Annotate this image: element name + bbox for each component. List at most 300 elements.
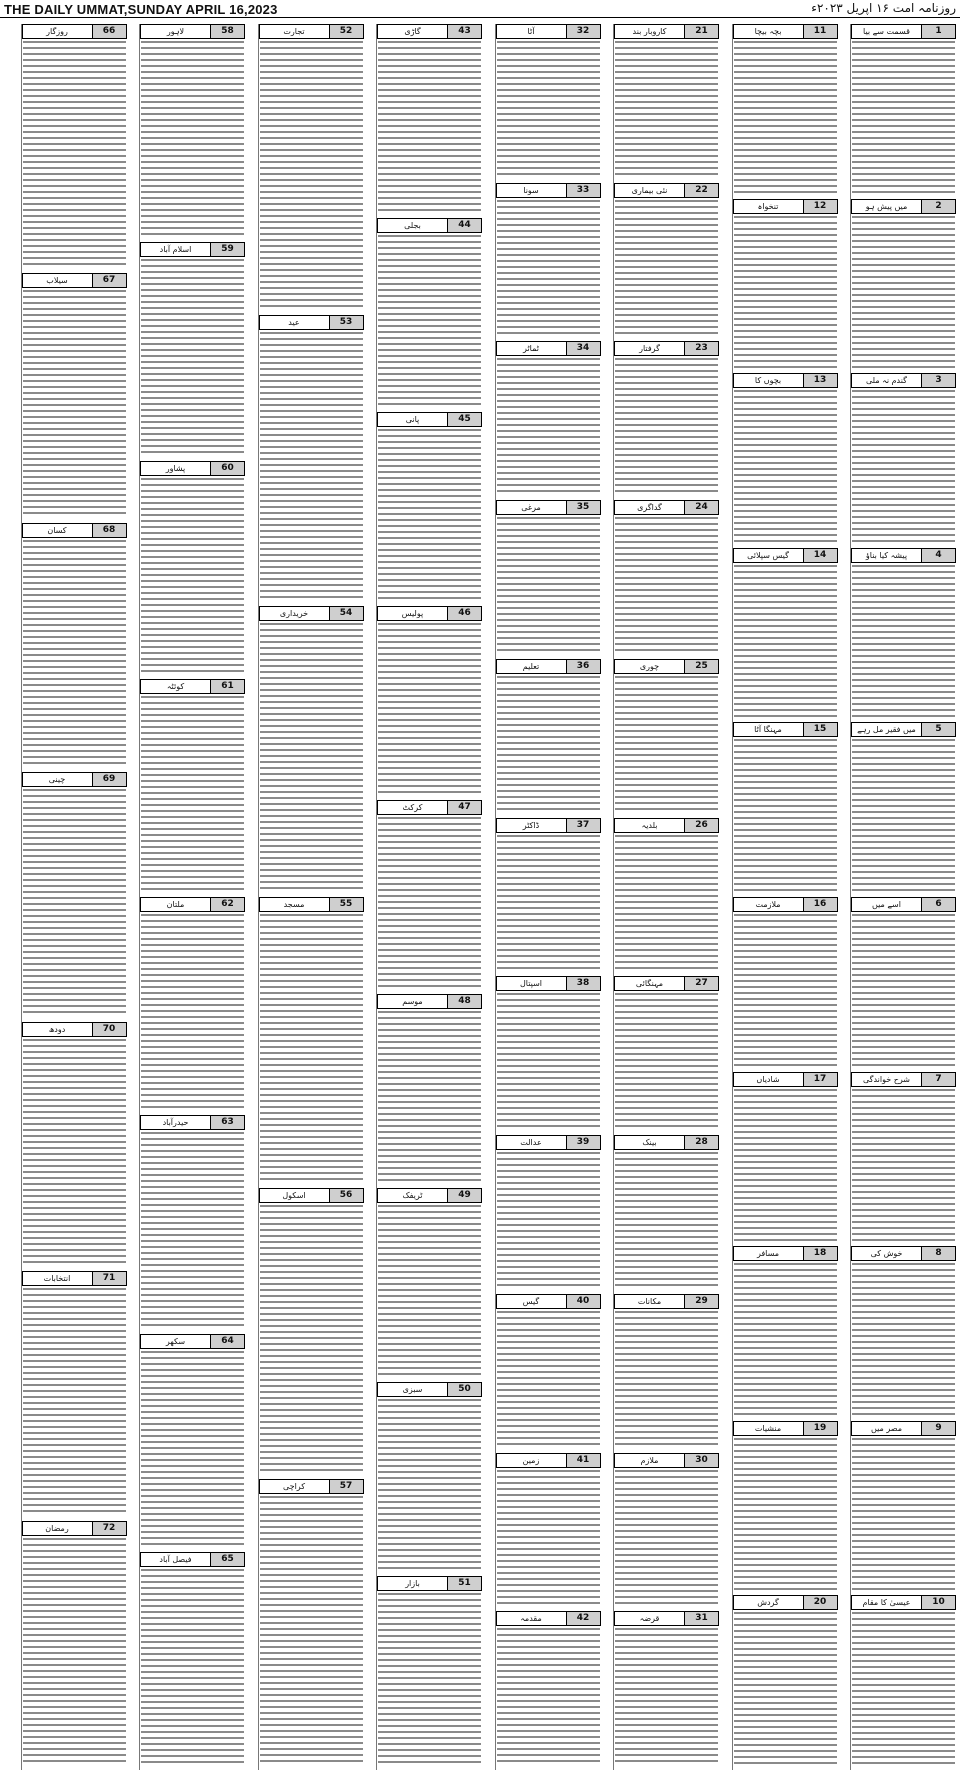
- item-body-text: [378, 41, 481, 213]
- item-body-text: [378, 1399, 481, 1571]
- news-item: [733, 1421, 838, 1593]
- item-title: ملازمت: [755, 900, 781, 909]
- news-item: [140, 242, 245, 457]
- news-item: [259, 606, 364, 894]
- news-item: [22, 24, 127, 270]
- news-item: [140, 24, 245, 239]
- news-item-header: [259, 1479, 364, 1494]
- news-item-header: [733, 373, 838, 388]
- item-body-text: [260, 332, 363, 601]
- news-item: [733, 548, 838, 720]
- item-body-text: [734, 739, 837, 892]
- item-body-text: [615, 1311, 718, 1448]
- item-body-text: [260, 914, 363, 1183]
- news-item: [851, 1421, 956, 1593]
- item-title: ڈاکٹر: [522, 820, 540, 830]
- news-item-header: [140, 24, 245, 39]
- item-number: 42: [566, 1612, 600, 1625]
- item-title: گاڑی: [404, 27, 421, 36]
- news-item: [851, 24, 956, 196]
- item-number: 26: [684, 819, 718, 832]
- item-body-text: [378, 1205, 481, 1377]
- item-title: چوری: [639, 661, 660, 671]
- item-number: 10: [921, 1596, 955, 1609]
- item-body-text: [615, 517, 718, 654]
- news-item: [614, 1135, 719, 1291]
- item-number: 43: [447, 25, 481, 38]
- masthead-urdu: روزنامہ امت ۱۶ اپریل ۲۰۲۳ء: [811, 1, 956, 15]
- news-item: [496, 976, 601, 1132]
- news-item: [614, 1611, 719, 1767]
- item-number: 15: [803, 723, 837, 736]
- item-body-text: [141, 914, 244, 1110]
- item-number: 32: [566, 25, 600, 38]
- item-number: 49: [447, 1189, 481, 1202]
- news-item-header: [614, 341, 719, 356]
- item-title: بچہ بیچا: [754, 27, 782, 36]
- item-number: 48: [447, 995, 481, 1008]
- item-body-text: [23, 41, 126, 268]
- item-title: تعلیم: [522, 661, 540, 671]
- news-item: [496, 1611, 601, 1767]
- item-title: بینک: [642, 1138, 657, 1148]
- item-body-text: [615, 41, 718, 178]
- news-item: [259, 24, 364, 312]
- news-item: [377, 606, 482, 797]
- news-item: [851, 373, 956, 545]
- item-body-text: [378, 1011, 481, 1183]
- item-body-text: [378, 623, 481, 795]
- item-number: 1: [921, 25, 955, 38]
- news-item: [733, 373, 838, 545]
- news-item-header: [733, 24, 838, 39]
- news-column: [495, 24, 601, 1770]
- news-item: [140, 1552, 245, 1767]
- news-item-header: [377, 218, 482, 233]
- item-title: بلدیہ: [641, 820, 658, 830]
- news-item-header: [140, 897, 245, 912]
- item-number: 46: [447, 607, 481, 620]
- item-body-text: [497, 517, 600, 654]
- news-item-header: [733, 897, 838, 912]
- news-item-header: [140, 679, 245, 694]
- news-item-header: [377, 1576, 482, 1591]
- item-number: 24: [684, 501, 718, 514]
- news-item-header: [614, 1453, 719, 1468]
- item-title: سکھر: [165, 1336, 186, 1346]
- item-title: اسے میں: [872, 900, 901, 909]
- item-body-text: [141, 41, 244, 237]
- item-title: حیدرآباد: [162, 1118, 189, 1128]
- item-body-text: [615, 1152, 718, 1289]
- item-number: 66: [92, 25, 126, 38]
- item-number: 45: [447, 413, 481, 426]
- item-number: 6: [921, 898, 955, 911]
- item-number: 50: [447, 1383, 481, 1396]
- item-title: روزگار: [46, 27, 68, 36]
- news-column: [850, 24, 956, 1770]
- item-title: مرغی: [521, 503, 541, 513]
- item-title: ملازم: [640, 1455, 659, 1465]
- news-item-header: [851, 24, 956, 39]
- item-number: 54: [329, 607, 363, 620]
- item-number: 5: [921, 723, 955, 736]
- news-item-header: [496, 341, 601, 356]
- item-number: 12: [803, 200, 837, 213]
- news-item-header: [851, 548, 956, 563]
- item-title: گیس سپلائی: [747, 550, 789, 560]
- item-body-text: [615, 1470, 718, 1607]
- item-number: 58: [210, 25, 244, 38]
- item-number: 20: [803, 1596, 837, 1609]
- item-body-text: [734, 1089, 837, 1242]
- news-item: [496, 1453, 601, 1609]
- news-item-header: [851, 1595, 956, 1610]
- news-item-header: [733, 199, 838, 214]
- item-body-text: [141, 259, 244, 455]
- item-number: 13: [803, 374, 837, 387]
- item-body-text: [23, 1538, 126, 1765]
- item-body-text: [734, 41, 837, 194]
- news-item: [496, 1294, 601, 1450]
- news-item-header: [614, 818, 719, 833]
- news-item: [259, 315, 364, 603]
- news-item: [496, 1135, 601, 1291]
- item-title: موسم: [402, 997, 423, 1006]
- item-body-text: [615, 676, 718, 813]
- news-item: [377, 1382, 482, 1573]
- news-item-header: [377, 24, 482, 39]
- news-item: [140, 1115, 245, 1330]
- item-title: انتخابات: [43, 1274, 71, 1284]
- item-number: 36: [566, 660, 600, 673]
- item-title: بازار: [405, 1579, 420, 1588]
- news-item-header: [733, 1246, 838, 1261]
- news-item-header: [140, 461, 245, 476]
- news-item: [496, 341, 601, 497]
- item-number: 18: [803, 1247, 837, 1260]
- item-title: پشاور: [165, 463, 186, 473]
- news-item: [614, 500, 719, 656]
- item-title: سونا: [523, 185, 539, 195]
- item-body-text: [497, 41, 600, 178]
- news-item-header: [614, 976, 719, 991]
- item-body-text: [141, 696, 244, 892]
- news-item-header: [22, 1271, 127, 1286]
- news-item-header: [22, 772, 127, 787]
- news-columns: [2, 24, 958, 1770]
- news-item: [377, 1188, 482, 1379]
- item-number: 64: [210, 1335, 244, 1348]
- news-item: [733, 722, 838, 894]
- news-item-header: [496, 24, 601, 39]
- item-number: 31: [684, 1612, 718, 1625]
- item-body-text: [497, 835, 600, 972]
- news-item-header: [259, 606, 364, 621]
- item-title: بجلی: [404, 221, 421, 230]
- item-title: ٹماٹر: [523, 344, 539, 354]
- news-item-header: [22, 1022, 127, 1037]
- news-item: [496, 500, 601, 656]
- item-number: 71: [92, 1272, 126, 1285]
- item-number: 67: [92, 274, 126, 287]
- news-item-header: [496, 818, 601, 833]
- item-number: 30: [684, 1454, 718, 1467]
- news-item-header: [496, 976, 601, 991]
- news-item-header: [377, 994, 482, 1009]
- news-item-header: [259, 24, 364, 39]
- item-number: 61: [210, 680, 244, 693]
- item-title: عید: [288, 318, 300, 327]
- news-item-header: [614, 1135, 719, 1150]
- news-item: [733, 1246, 838, 1418]
- item-title: گرفتار: [639, 344, 660, 354]
- item-number: 2: [921, 200, 955, 213]
- item-title: مسافر: [756, 1249, 780, 1259]
- news-item: [614, 341, 719, 497]
- news-column: [139, 24, 245, 1770]
- news-item: [259, 1188, 364, 1476]
- news-item: [496, 818, 601, 974]
- news-item: [851, 1072, 956, 1244]
- item-body-text: [141, 1132, 244, 1328]
- item-title: قسمت سے بیا: [863, 27, 910, 36]
- news-item-header: [733, 1072, 838, 1087]
- item-title: مہنگائی: [635, 979, 664, 989]
- item-body-text: [734, 914, 837, 1067]
- item-body-text: [852, 41, 955, 194]
- item-number: 65: [210, 1553, 244, 1566]
- item-title: گردش: [757, 1598, 779, 1608]
- news-item-header: [496, 659, 601, 674]
- item-number: 4: [921, 549, 955, 562]
- item-body-text: [260, 1496, 363, 1765]
- item-body-text: [734, 216, 837, 369]
- item-number: 33: [566, 184, 600, 197]
- news-item: [22, 772, 127, 1018]
- news-item: [614, 818, 719, 974]
- news-item-header: [140, 242, 245, 257]
- news-item: [22, 1022, 127, 1268]
- item-number: 68: [92, 524, 126, 537]
- item-number: 60: [210, 462, 244, 475]
- item-number: 16: [803, 898, 837, 911]
- news-item: [496, 24, 601, 180]
- item-title: اسپتال: [519, 979, 542, 989]
- news-item-header: [259, 897, 364, 912]
- news-item-header: [496, 1294, 601, 1309]
- news-column: [613, 24, 719, 1770]
- news-item: [377, 412, 482, 603]
- item-number: 37: [566, 819, 600, 832]
- item-body-text: [260, 41, 363, 310]
- news-item-header: [377, 606, 482, 621]
- item-number: 39: [566, 1136, 600, 1149]
- item-body-text: [497, 1152, 600, 1289]
- item-body-text: [141, 478, 244, 674]
- item-title: خوش کی: [870, 1249, 903, 1259]
- news-item: [140, 461, 245, 676]
- item-title: گیس: [522, 1296, 540, 1306]
- item-title: تجارت: [283, 27, 305, 36]
- news-item: [851, 1246, 956, 1418]
- item-body-text: [141, 1351, 244, 1547]
- item-body-text: [378, 235, 481, 407]
- item-title: مہنگا آٹا: [754, 725, 782, 735]
- item-number: 19: [803, 1422, 837, 1435]
- masthead-english: THE DAILY UMMAT,SUNDAY APRIL 16,2023: [4, 2, 278, 17]
- news-item-header: [851, 897, 956, 912]
- item-title: چینی: [48, 775, 66, 785]
- item-number: 3: [921, 374, 955, 387]
- news-item-header: [22, 273, 127, 288]
- item-title: پیشہ کیا بناؤ: [865, 550, 908, 560]
- news-item-header: [496, 1135, 601, 1150]
- item-body-text: [260, 623, 363, 892]
- item-title: شرح خواندگی: [862, 1074, 911, 1084]
- item-title: اسکول: [282, 1191, 306, 1200]
- news-item: [496, 183, 601, 339]
- item-title: کراچی: [282, 1482, 306, 1491]
- item-title: عدالت: [520, 1138, 542, 1148]
- news-item: [259, 1479, 364, 1767]
- news-item-header: [496, 500, 601, 515]
- item-title: کوئٹہ: [166, 681, 185, 691]
- item-body-text: [260, 1205, 363, 1474]
- item-number: 53: [329, 316, 363, 329]
- news-item: [614, 183, 719, 339]
- item-title: منشیات: [754, 1423, 782, 1433]
- item-body-text: [497, 993, 600, 1130]
- item-title: فیصل آباد: [159, 1554, 192, 1564]
- item-number: 34: [566, 342, 600, 355]
- item-number: 72: [92, 1522, 126, 1535]
- item-title: گندم نہ ملی: [866, 376, 907, 386]
- news-item-header: [140, 1552, 245, 1567]
- news-column: [376, 24, 482, 1770]
- news-column: [732, 24, 838, 1770]
- item-body-text: [852, 914, 955, 1067]
- news-item: [733, 897, 838, 1069]
- item-body-text: [23, 540, 126, 767]
- item-number: 59: [210, 243, 244, 256]
- news-item: [140, 897, 245, 1112]
- item-body-text: [734, 1612, 837, 1765]
- news-item-header: [259, 315, 364, 330]
- item-number: 9: [921, 1422, 955, 1435]
- news-item-header: [614, 659, 719, 674]
- news-item-header: [733, 1595, 838, 1610]
- item-title: سبزی: [402, 1385, 423, 1394]
- item-body-text: [615, 993, 718, 1130]
- item-number: 57: [329, 1480, 363, 1493]
- news-item-header: [614, 183, 719, 198]
- item-title: رمضان: [45, 1523, 69, 1533]
- item-number: 17: [803, 1073, 837, 1086]
- item-body-text: [23, 1288, 126, 1515]
- news-item: [377, 218, 482, 409]
- news-item: [614, 659, 719, 815]
- item-number: 8: [921, 1247, 955, 1260]
- item-body-text: [23, 789, 126, 1016]
- news-item-header: [496, 1453, 601, 1468]
- item-body-text: [852, 1263, 955, 1416]
- item-title: کسان: [47, 525, 67, 535]
- item-number: 51: [447, 1577, 481, 1590]
- item-body-text: [497, 1628, 600, 1765]
- item-title: آٹا: [527, 27, 535, 36]
- news-item: [140, 679, 245, 894]
- item-body-text: [734, 390, 837, 543]
- item-title: ٹریفک: [402, 1191, 423, 1200]
- item-number: 69: [92, 773, 126, 786]
- news-item: [851, 199, 956, 371]
- news-item: [614, 1294, 719, 1450]
- item-number: 11: [803, 25, 837, 38]
- item-number: 22: [684, 184, 718, 197]
- item-body-text: [615, 835, 718, 972]
- item-number: 28: [684, 1136, 718, 1149]
- item-title: مسجد: [283, 900, 305, 909]
- news-item-header: [496, 183, 601, 198]
- news-item: [733, 1595, 838, 1767]
- item-title: عیسیٰ کا مقام: [862, 1598, 911, 1608]
- item-body-text: [852, 1612, 955, 1765]
- news-item-header: [733, 722, 838, 737]
- item-body-text: [141, 1569, 244, 1765]
- item-body-text: [734, 565, 837, 718]
- news-item-header: [377, 1188, 482, 1203]
- item-number: 63: [210, 1116, 244, 1129]
- news-item: [377, 1576, 482, 1767]
- news-item: [496, 659, 601, 815]
- item-number: 70: [92, 1023, 126, 1036]
- news-item-header: [377, 412, 482, 427]
- item-title: کرکٹ: [402, 803, 423, 812]
- news-item: [851, 897, 956, 1069]
- item-title: اسلام آباد: [159, 245, 192, 255]
- news-item-header: [614, 24, 719, 39]
- item-body-text: [852, 565, 955, 718]
- item-body-text: [852, 1089, 955, 1242]
- news-item-header: [22, 1521, 127, 1536]
- news-item: [259, 897, 364, 1185]
- news-item-header: [851, 1246, 956, 1261]
- news-item-header: [496, 1611, 601, 1626]
- item-title: سیلاب: [46, 276, 68, 286]
- news-item-header: [140, 1115, 245, 1130]
- item-number: 23: [684, 342, 718, 355]
- item-number: 47: [447, 801, 481, 814]
- item-number: 29: [684, 1295, 718, 1308]
- news-item: [733, 24, 838, 196]
- item-title: مصر میں: [871, 1423, 902, 1433]
- news-item-header: [614, 1611, 719, 1626]
- item-number: 44: [447, 219, 481, 232]
- news-column: [258, 24, 364, 1770]
- news-item: [140, 1334, 245, 1549]
- item-body-text: [497, 200, 600, 337]
- news-item: [733, 199, 838, 371]
- item-title: مکانات: [637, 1296, 662, 1306]
- item-title: خریداری: [279, 609, 309, 618]
- news-item: [22, 1271, 127, 1517]
- item-title: گداگری: [637, 503, 662, 513]
- news-item-header: [614, 1294, 719, 1309]
- item-number: 35: [566, 501, 600, 514]
- news-item: [614, 1453, 719, 1609]
- news-item-header: [22, 24, 127, 39]
